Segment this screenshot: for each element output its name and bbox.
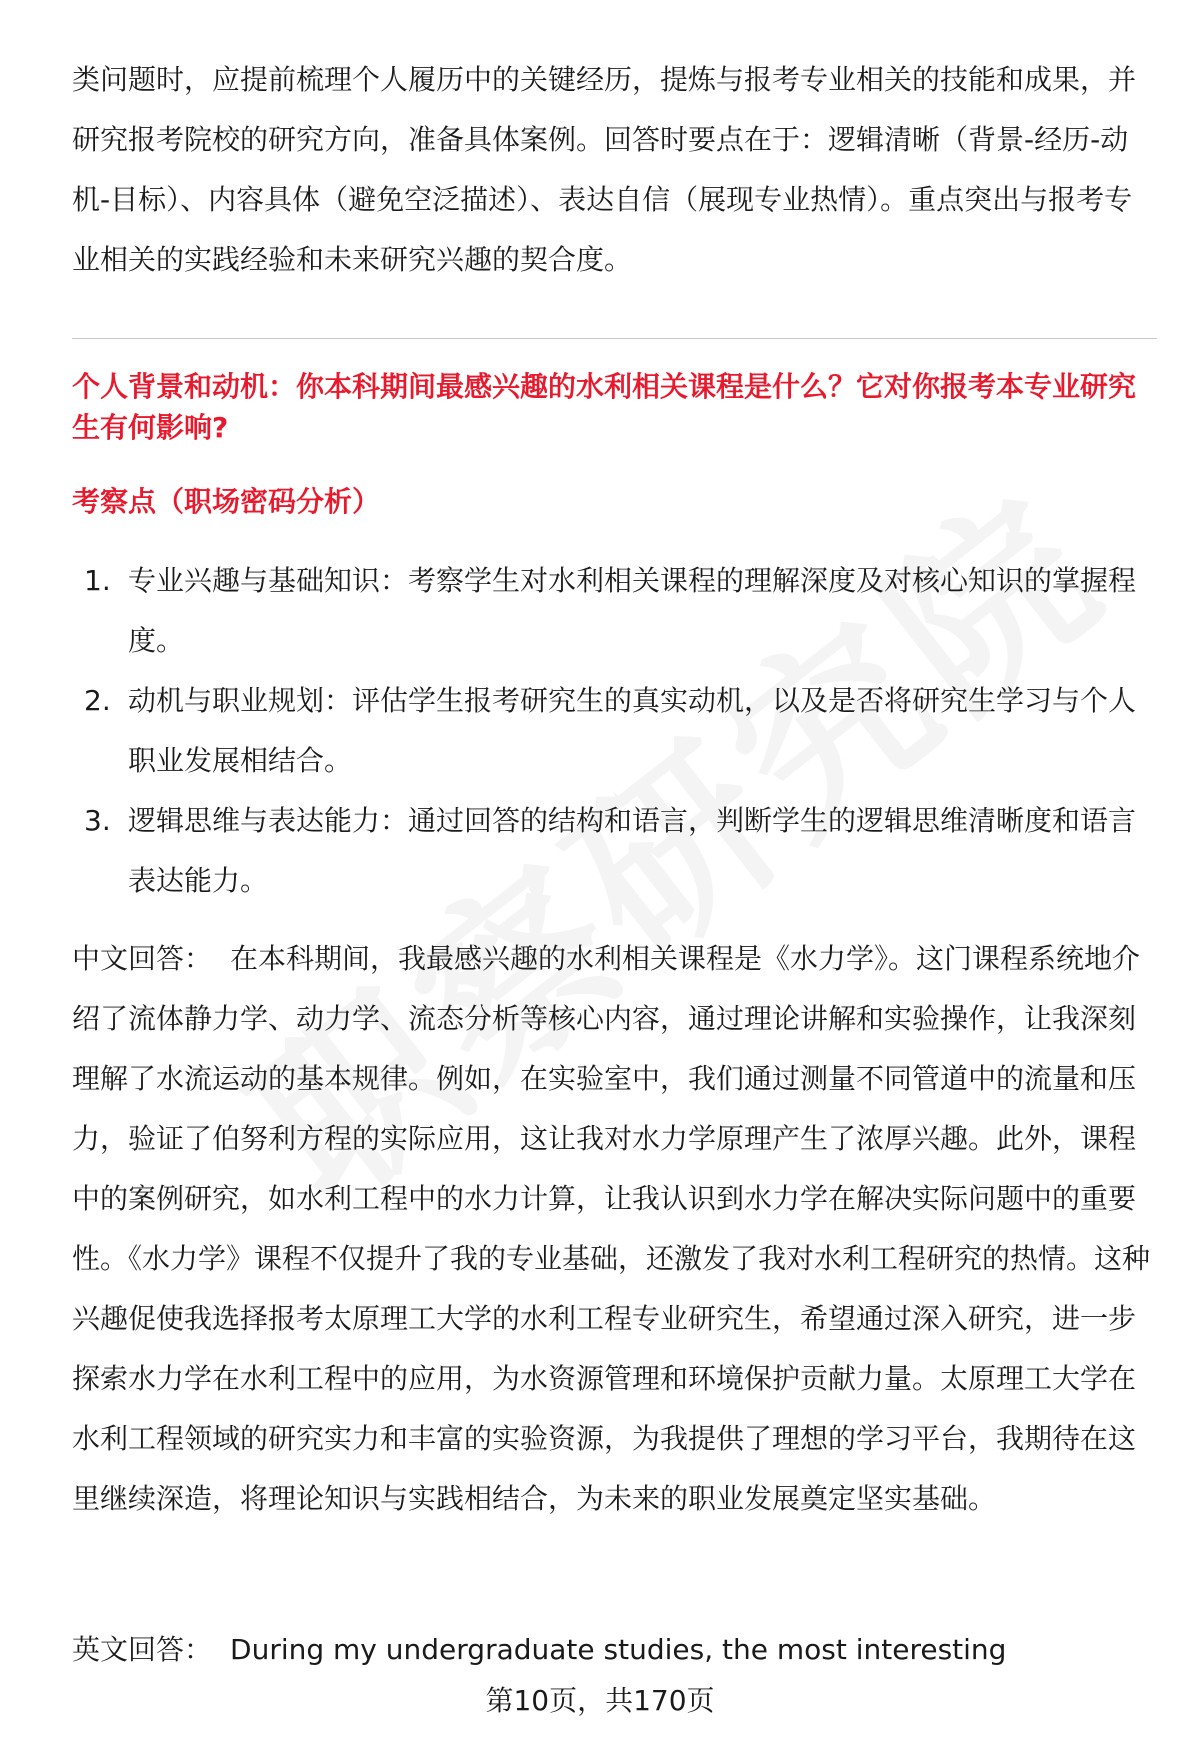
focus-points-list <box>72 551 1157 911</box>
list-item-number: 3. <box>84 804 111 837</box>
chinese-answer-label: 中文回答： <box>72 942 213 975</box>
intro-paragraph: 类问题时，应提前梳理个人履历中的关键经历，提炼与报考专业相关的技能和成果，并研究报考院校的研究方向，准备具体案例。回答时要点在于：逻辑清晰（背景-经历-动机-目标）、内容具体（避免空泛描述）、表达自信（展现专业热情）。重点突出与报考专业相关的实践经验和未来研究兴趣的契合度。 <box>72 63 1137 276</box>
english-answer <box>72 1625 1157 1675</box>
list-item <box>72 671 1157 791</box>
question-heading: 个人背景和动机：你本科期间最感兴趣的水利相关课程是什么？它对你报考本专业研究生有何影响? <box>72 370 1137 444</box>
section-divider <box>72 338 1157 339</box>
list-item-text: 动机与职业规划：评估学生报考研究生的真实动机，以及是否将研究生学习与个人职业发展相结合。 <box>128 684 1137 777</box>
focus-heading: 考察点（职场密码分析） <box>72 485 381 518</box>
chinese-answer-text: 在本科期间，我最感兴趣的水利相关课程是《水力学》。这门课程系统地介绍了流体静力学、动力学、流态分析等核心内容，通过理论讲解和实验操作，让我深刻理解了水流运动的基本规律。例如，在实验室中，我们通过测量不同管道中的流量和压力，验证了伯努利方程的实际应用，这让我对水力学原理产生了浓厚兴趣。此外，课程中的案例研究，如水利工程中的水力计算，让我认识到水力学在解决实际问题中的重要性。《水力学》课程不仅提升了我的专业基础，还激发了我对水利工程研究的热情。这种兴趣促使我选择报考太原理工大学的水利工程专业研究生，希望通过深入研究，进一步探索水力学在水利工程中的应用，为水资源管理和环境保护贡献力量。太原理工大学在水利工程领域的研究实力和丰富的实验资源，为我提供了理想的学习平台，我期待在这里继续深造，将理论知识与实践相结合，为未来的职业发展奠定坚实基础。 <box>72 942 1151 1515</box>
list-item-text: 专业兴趣与基础知识：考察学生对水利相关课程的理解深度及对核心知识的掌握程度。 <box>128 564 1137 657</box>
english-answer-text: During my undergraduate studies, the most interesting <box>230 1633 1007 1666</box>
list-item-number: 1. <box>84 564 111 597</box>
list-item-number: 2. <box>84 684 111 717</box>
list-item <box>72 791 1157 911</box>
list-item <box>72 551 1157 671</box>
chinese-answer <box>72 929 1157 1529</box>
list-item-text: 逻辑思维与表达能力：通过回答的结构和语言，判断学生的逻辑思维清晰度和语言表达能力。 <box>128 804 1137 897</box>
page-number-footer: 第10页，共170页 <box>485 1684 715 1717</box>
english-answer-label: 英文回答： <box>72 1633 213 1666</box>
